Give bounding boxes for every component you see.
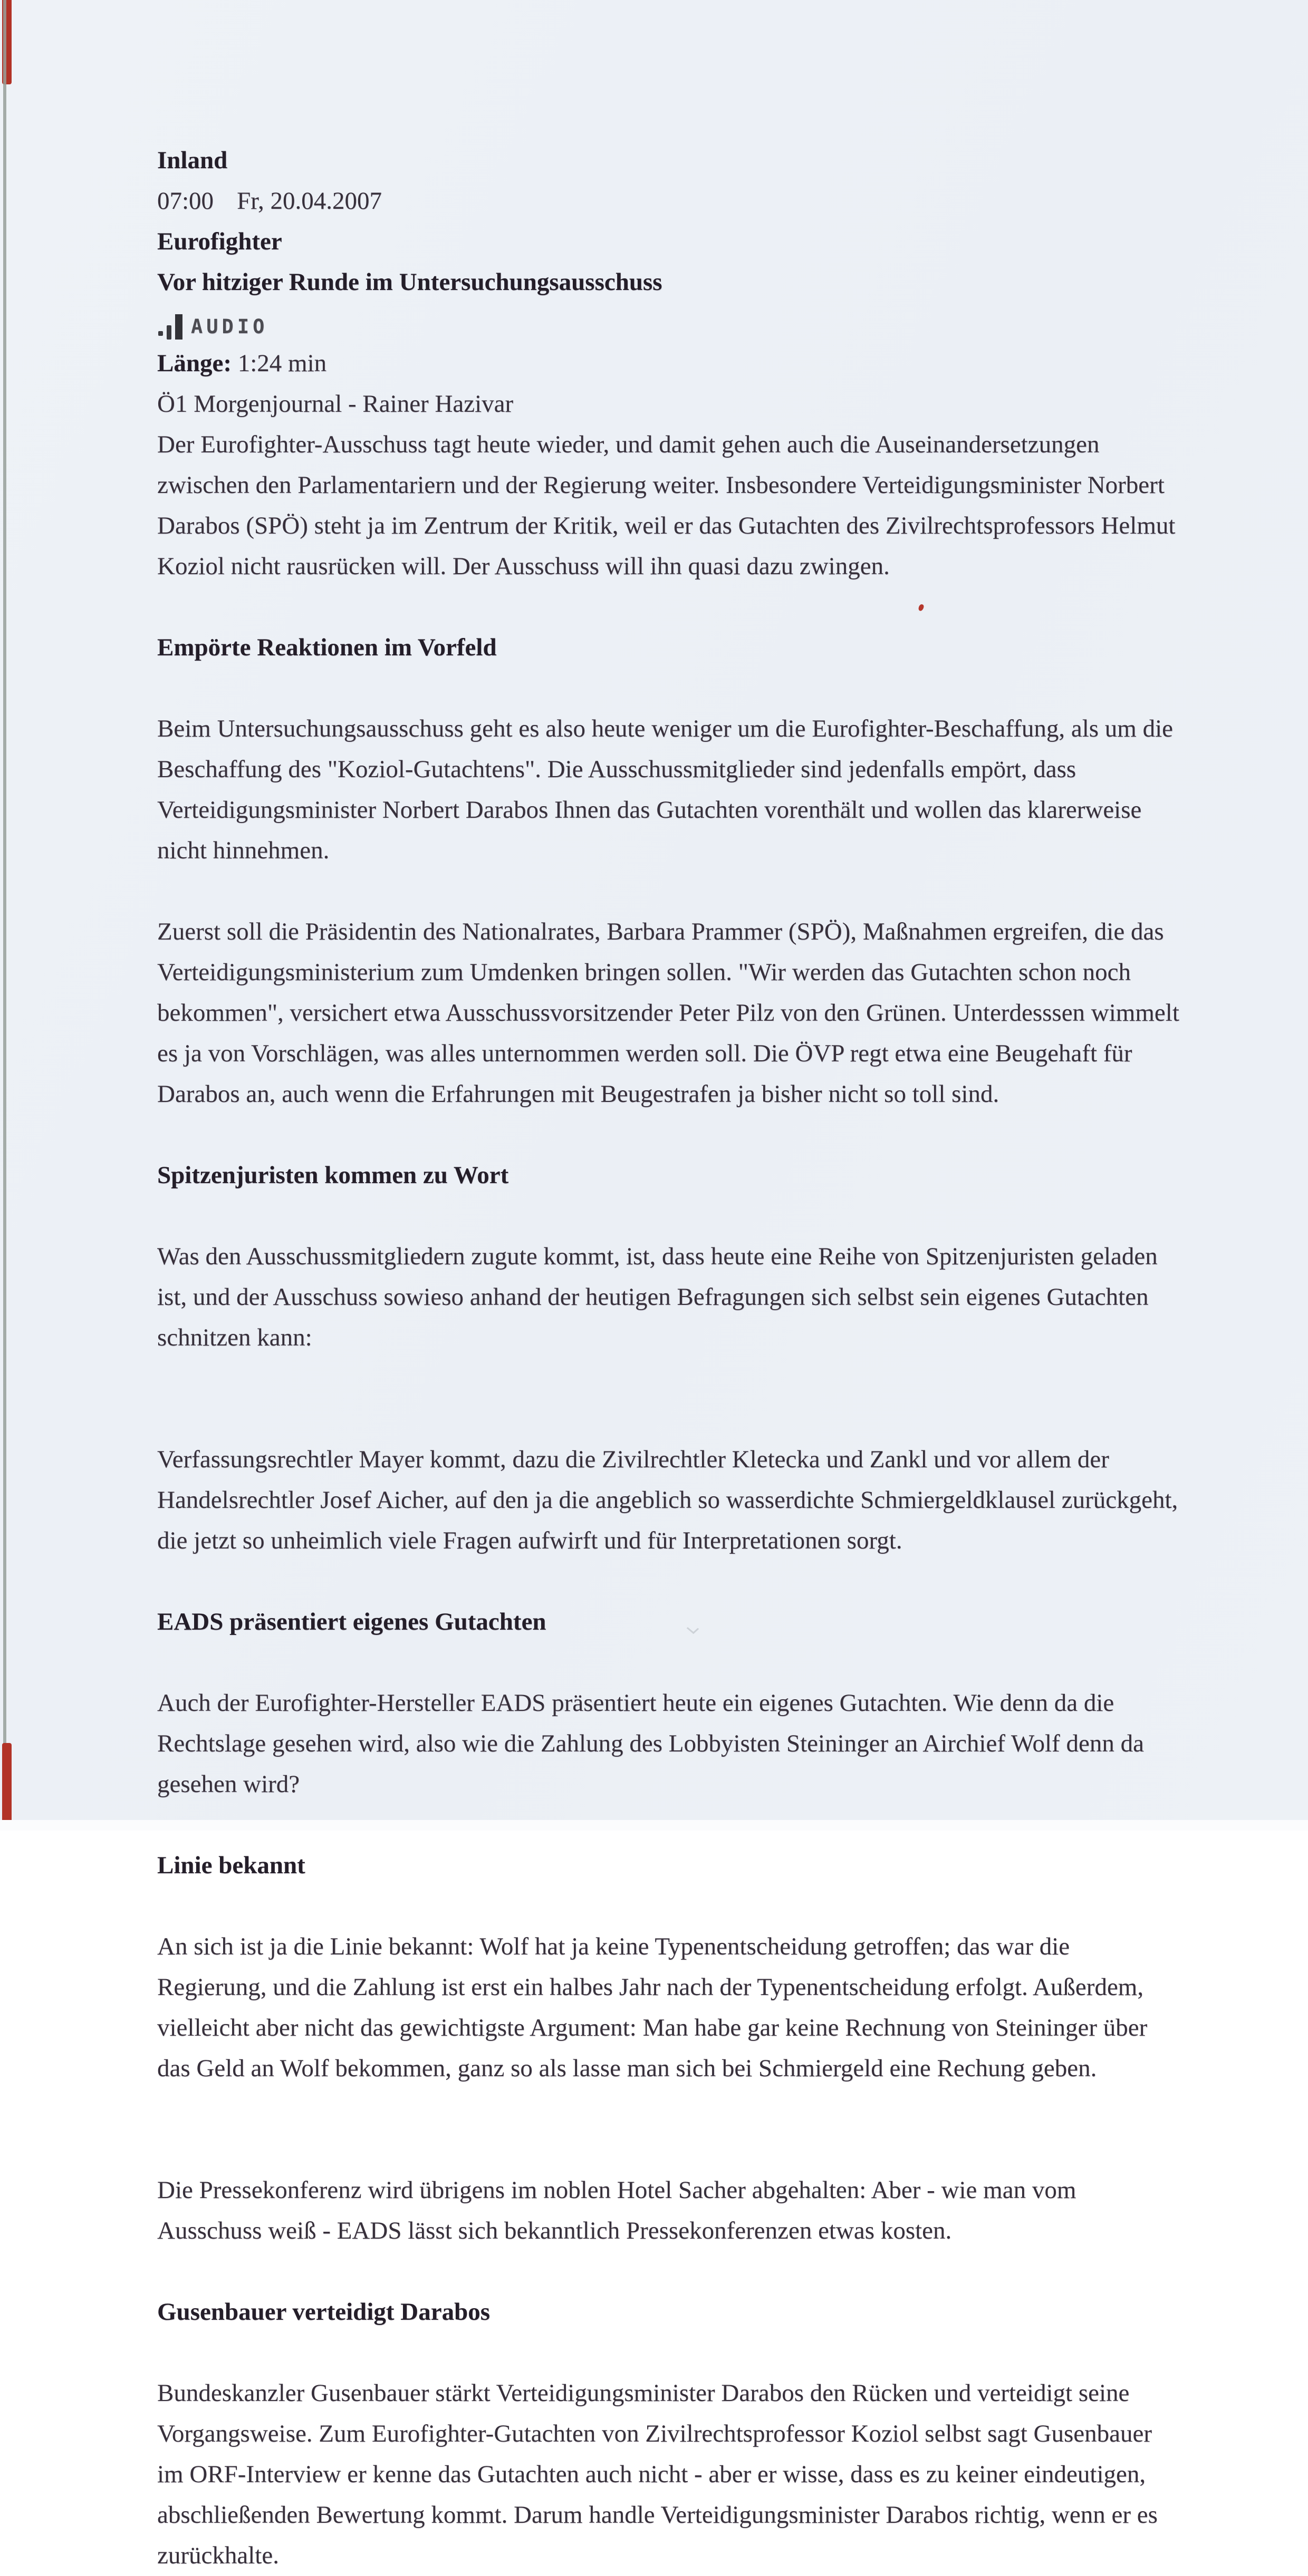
article-paragraph: Die Pressekonferenz wird übrigens im noblen Hotel Sacher abgehalten: Aber - wie man vom Ausschuss weiß - EADS lässt sich bekanntlich Pressekonferenzen etwas kosten. [157,2176,1076,2244]
article-paragraph: Auch der Eurofighter-Hersteller EADS präsentiert heute ein eigenes Gutachten. Wie denn da die Rechtslage gesehen wird, also wie die Zahlung des Lobbyisten Steininger an Airchief Wolf denn da gesehen wird? [157,1689,1144,1798]
scan-red-mark-bottom [2,1743,12,1821]
article-section [157,1602,1183,1805]
audio-label: AUDIO [191,315,268,338]
article-section [157,2292,1183,2576]
article-paragraph: An sich ist ja die Linie bekannt: Wolf hat ja keine Typenentscheidung getroffen; das war die Regierung, und die Zahlung ist erst ein halbes Jahr nach der Typenentscheidung erfolgt. Außerdem, vielleicht aber nicht das gewichtigste Argument: Man habe gar keine Rechnung von Steininger über das Geld an Wolf bekommen, ganz so als lasse man sich bei Schmiergeld eine Rechung geben. [157,1933,1148,2082]
audio-row [158,307,1183,340]
intro-paragraph: Der Eurofighter-Ausschuss tagt heute wieder, und damit gehen auch die Auseinandersetzungen zwischen den Parlamentariern und der Regierung weiter. Insbesondere Verteidigungsminister Norbert Darabos (SPÖ) steht ja im Zentrum der Kritik, weil er das Gutachten des Zivilrechtsprofessors Helmut Koziol nicht rausrücken will. Der Ausschuss will ihn quasi dazu zwingen. [157,431,1176,580]
length-line [157,343,1183,384]
article-paragraph: Zuerst soll die Präsidentin des Nationalrates, Barbara Prammer (SPÖ), Maßnahmen ergreifen, die das Verteidigungsministerium zum Umdenken bringen sollen. "Wir werden das Gutachten schon noch bekommen", versichert etwa Ausschussvorsitzender Peter Pilz von den Grünen. Unterdesssen wimmelt es ja von Vorschlägen, was alles unternommen werden soll. Die ÖVP regt etwa eine Beugehaft für Darabos an, auch wenn die Erfahrungen mit Beugestrafen ja bisher nicht so toll sind. [157,918,1179,1108]
length-value: 1:24 min [237,350,327,377]
document-page [157,140,1183,2576]
article-paragraph: Beim Untersuchungsausschuss geht es also heute weniger um die Eurofighter-Beschaffung, als um die Beschaffung des "Koziol-Gutachtens". Die Ausschussmitglieder sind jedenfalls empört, dass Verteidigungsminister Norbert Darabos Ihnen das Gutachten vorenthält und wollen das klarerweise nicht hinnehmen. [157,715,1174,864]
article-section [157,627,1183,1115]
section-heading: EADS präsentiert eigenes Gutachten [157,1608,546,1635]
audio-icon [158,314,182,340]
broadcast-date: Fr, 20.04.2007 [237,187,382,215]
section-heading: Spitzenjuristen kommen zu Wort [157,1161,509,1189]
article-paragraph: Was den Ausschussmitgliedern zugute kommt, ist, dass heute eine Reihe von Spitzenjuristen geladen ist, und der Ausschuss sowieso anhand der heutigen Befragungen sich selbst sein eigenes Gutachten schnitzen kann: [157,1243,1158,1351]
section-heading: Linie bekannt [157,1852,305,1879]
length-label: Länge: [157,350,232,377]
section-heading: Gusenbauer verteidigt Darabos [157,2298,491,2326]
page-title: Vor hitziger Runde im Untersuchungsausschuss [157,268,662,296]
dateline [157,181,1183,221]
broadcast-time: 07:00 [157,187,214,215]
length-spacer [232,350,238,377]
article-section [157,1155,1183,1561]
article-paragraph: Verfassungsrechtler Mayer kommt, dazu die Zivilrechtler Kletecka und Zankl und vor allem der Handelsrechtler Josef Aicher, auf den ja die angeblich so wasserdichte Schmiergeldklausel zurückgeht, die jetzt so unheimlich viele Fragen aufwirft und für Interpretationen sorgt. [157,1446,1178,1554]
article-paragraph: Bundeskanzler Gusenbauer stärkt Verteidigungsminister Darabos den Rücken und verteidigt seine Vorgangsweise. Zum Eurofighter-Gutachten von Zivilrechtsprofessor Koziol selbst sagt Gusenbauer im ORF-Interview er kenne das Gutachten auch nicht - aber er wisse, dass es zu keiner eindeutigen, abschließenden Bewertung kommt. Darum handle Verteidigungsminister Darabos richtig, wenn er es zurückhalte. [157,2379,1158,2569]
byline: Ö1 Morgenjournal - Rainer Hazivar [157,390,514,418]
scan-edge-line [3,0,6,1820]
article-sections [157,627,1183,2576]
article-section [157,1845,1183,2251]
section-heading: Empörte Reaktionen im Vorfeld [157,634,497,661]
topic-label: Eurofighter [157,228,282,255]
category-label: Inland [157,147,228,174]
